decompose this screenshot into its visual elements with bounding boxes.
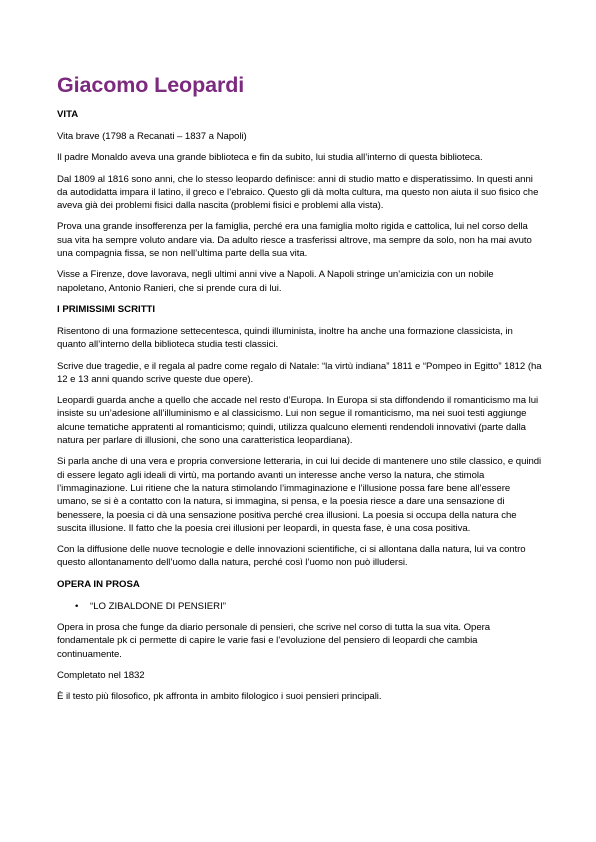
bullet-icon: • [75, 600, 79, 612]
section-opera-in-prosa [57, 578, 544, 704]
paragraph: Prova una grande insofferenza per la famiglia, perché era una famiglia molto rigida e cattolica, lui nel corso della sua vita ha sempre voluto andare via. Da adulto riesce a trasferissi altrove, ma sempre da solo, non ha mai avuto una compagnia fissa, se non nell’ultima parte della sua vita. [57, 221, 532, 260]
section-primissimi-scritti [57, 303, 544, 570]
paragraph: Scrive due tragedie, e il regala al padre come regalo di Natale: “la virtù indiana” 1811 e “Pompeo in Egitto” 1812 (ha 12 e 13 anni quando scrive queste due opere). [57, 360, 542, 385]
paragraph: Completato nel 1832 [57, 669, 145, 681]
paragraph: È il testo più filosofico, pk affronta in ambito filologico i suoi pensieri principali. [57, 691, 382, 703]
paragraph: Con la diffusione delle nuove tecnologie e delle innovazioni scientifiche, ci si allontana dalla natura, lui va contro questo allontanamento dell’uomo dalla natura, perché così l’uomo non può illudersi. [57, 544, 526, 569]
list-item [75, 600, 544, 613]
paragraph: Vita brave (1798 a Recanati – 1837 a Napoli) [57, 131, 247, 142]
bullet-list [57, 600, 544, 613]
list-item-text: “LO ZIBALDONE DI PENSIERI” [90, 600, 226, 612]
paragraph: Dal 1809 al 1816 sono anni, che lo stesso leopardo definisce: anni di studio matto e disperatissimo. In questi anni da autodidatta impara il latino, il greco e l’ebraico. Questo gli dà molta cultura, ma questo non aiuta il suo fisico che aveva già dei problemi fisici dalla nascita (problemi fisici e problemi alla vista). [57, 173, 539, 212]
paragraph: Opera in prosa che funge da diario personale di pensieri, che scrive nel corso di tutta la sua vita. Opera fondamentale pk ci permette di capire le varie fasi e l’evoluzione del pensiero di leopardi che cambia continuamente. [57, 622, 491, 660]
paragraph: Visse a Firenze, dove lavorava, negli ultimi anni vive a Napoli. A Napoli stringe un’amicizia con un nobile napoletano, Antonio Ranieri, che si prende cura di lui. [57, 269, 494, 294]
paragraph: Risentono di una formazione settecentesca, quindi illuminista, inoltre ha anche una formazione classicista, in quanto all’interno della biblioteca studia testi classici. [57, 325, 513, 351]
section-heading: VITA [57, 109, 79, 120]
section-vita [57, 108, 544, 295]
paragraph: Leopardi guarda anche a quello che accade nel resto d’Europa. In Europa si sta diffondendo il romanticismo ma lui insiste su un’adesione all’illuminismo e al classicismo. Lui non segue il romanticismo, ma nei suoi testi aggiunge alcune tematiche appratenti al romanticismo; quindi, utilizza qualcuno elementi rendendoli innovativi (parte dalla natura per parlare di illusioni, che sono una caratteristica leopardiana). [57, 395, 539, 447]
section-heading: OPERA IN PROSA [57, 578, 140, 590]
section-heading: I PRIMISSIMI SCRITTI [57, 303, 156, 315]
page-title: Giacomo Leopardi [57, 73, 245, 97]
paragraph: Il padre Monaldo aveva una grande biblioteca e fin da subito, lui studia all’interno di questa biblioteca. [57, 152, 483, 164]
paragraph: Si parla anche di una vera e propria conversione letteraria, in cui lui decide di mantenere uno stile classico, e quindi di essere legato agli ideali di virtù, ma portando avanti un interesse anche verso la natura, che stimola l’immaginazione. Lui ritiene che la natura stimolando l’immaginazione e l’illusione possa fare bene all’essere umano, se si è a contatto con la natura, si immagina, si pensa, e la poesia riesce a dare una sensazione di benessere, la poesia ci dà una sensazione positiva perché crea illusioni. La poesia si occupa della natura che suscita illusione. Il fatto che la poesia crei illusioni per leopardi, in questa fase, è una cosa positiva. [57, 456, 542, 534]
